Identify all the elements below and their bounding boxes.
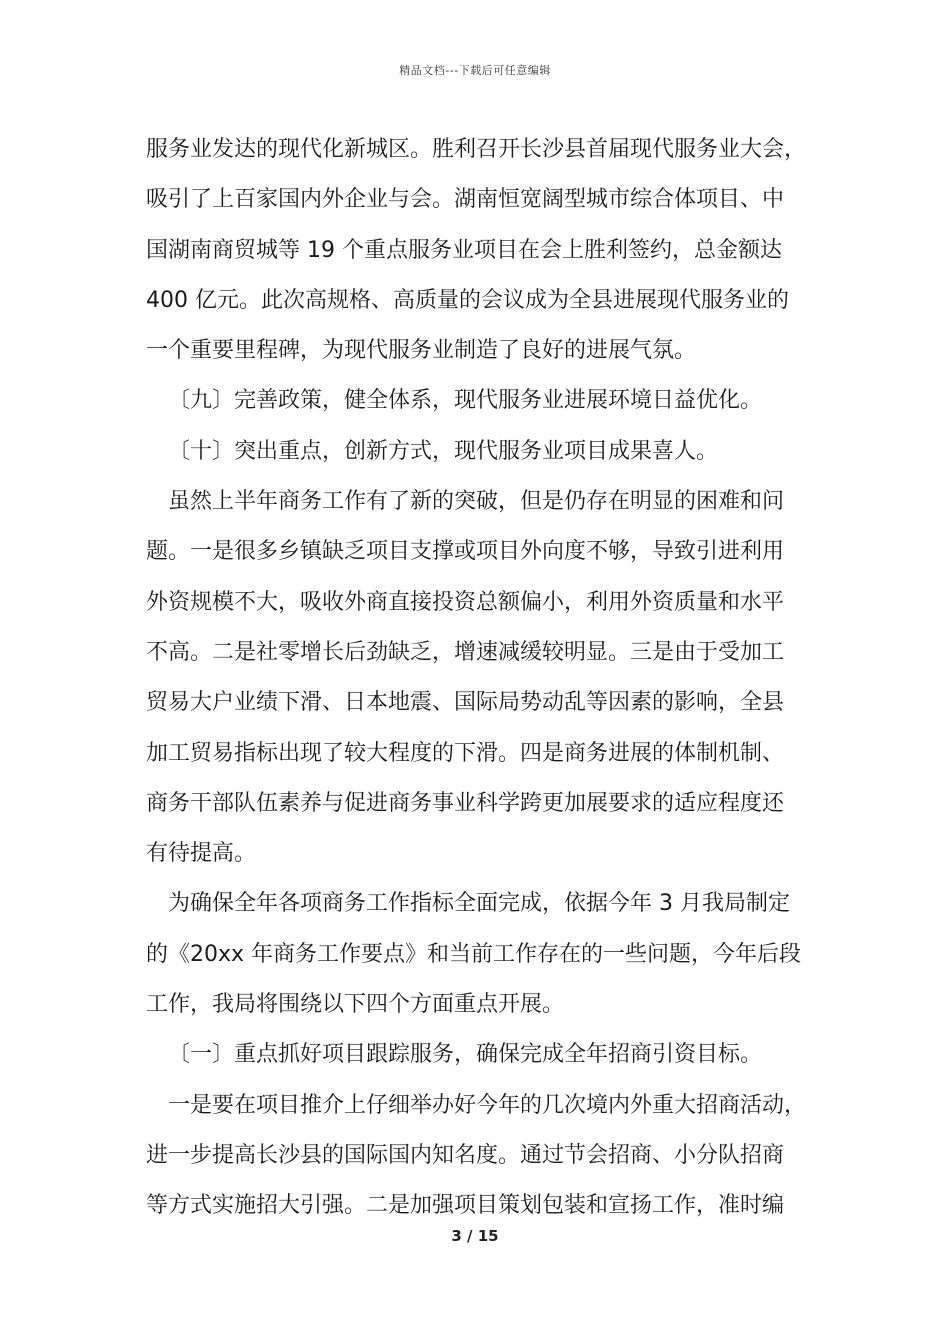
body-line: 有待提高。 [146, 841, 257, 867]
section-heading: 〔九〕完善政策，健全体系，现代服务业进展环境日益优化。 [168, 388, 763, 414]
body-line: 服务业发达的现代化新城区。胜利召开长沙县首届现代服务业大会， [146, 137, 807, 162]
body-line: 吸引了上百家国内外企业与会。湖南恒宽阔型城市综合体项目、中 [146, 187, 785, 213]
body-line: 外资规模不大，吸收外商直接投资总额偏小，利用外资质量和水平 [146, 589, 785, 615]
body-line: 国湖南商贸城等 19 个重点服务业项目在会上胜利签约，总金额达 [146, 237, 782, 263]
section-heading: 〔十〕突出重点，创新方式，现代服务业项目成果喜人。 [168, 438, 719, 464]
document-body [146, 125, 820, 1232]
body-line: 等方式实施招大引强。二是加强项目策划包装和宣扬工作，准时编 [146, 1193, 785, 1219]
body-line: 商务干部队伍素养与促进商务事业科学跨更加展要求的适应程度还 [146, 790, 785, 816]
body-line: 题。一是很多乡镇缺乏项目支撑或项目外向度不够，导致引进利用 [146, 539, 785, 565]
paragraph-start-line: 虽然上半年商务工作有了新的突破，但是仍存在明显的困难和问 [168, 489, 785, 515]
page-number: 3 / 15 [451, 1227, 499, 1245]
paragraph-start-line: 为确保全年各项商务工作指标全面完成，依据今年 3 月我局制定 [168, 891, 790, 917]
paragraph-start-line: 一是要在项目推介上仔细举办好今年的几次境内外重大招商活动， [168, 1092, 807, 1118]
section-heading: 〔一〕重点抓好项目跟踪服务，确保完成全年招商引资目标。 [168, 1042, 763, 1068]
body-line: 工作，我局将围绕以下四个方面重点开展。 [146, 992, 565, 1018]
page-header: 精品文档---下载后可任意编辑 [399, 64, 551, 77]
body-line: 不高。二是社零增长后劲缺乏，增速减缓较明显。三是由于受加工 [146, 639, 785, 665]
body-line: 进一步提高长沙县的国际国内知名度。通过节会招商、小分队招商 [146, 1142, 785, 1168]
body-line: 一个重要里程碑，为现代服务业制造了良好的进展气氛。 [146, 338, 697, 364]
body-line: 加工贸易指标出现了较大程度的下滑。四是商务进展的体制机制、 [146, 740, 785, 766]
body-line: 400 亿元。此次高规格、高质量的会议成为全县进展现代服务业的 [146, 287, 789, 313]
body-line: 的《20xx 年商务工作要点》和当前工作存在的一些问题，今年后段 [146, 941, 802, 967]
body-line: 贸易大户业绩下滑、日本地震、国际局势动乱等因素的影响，全县 [146, 690, 785, 716]
